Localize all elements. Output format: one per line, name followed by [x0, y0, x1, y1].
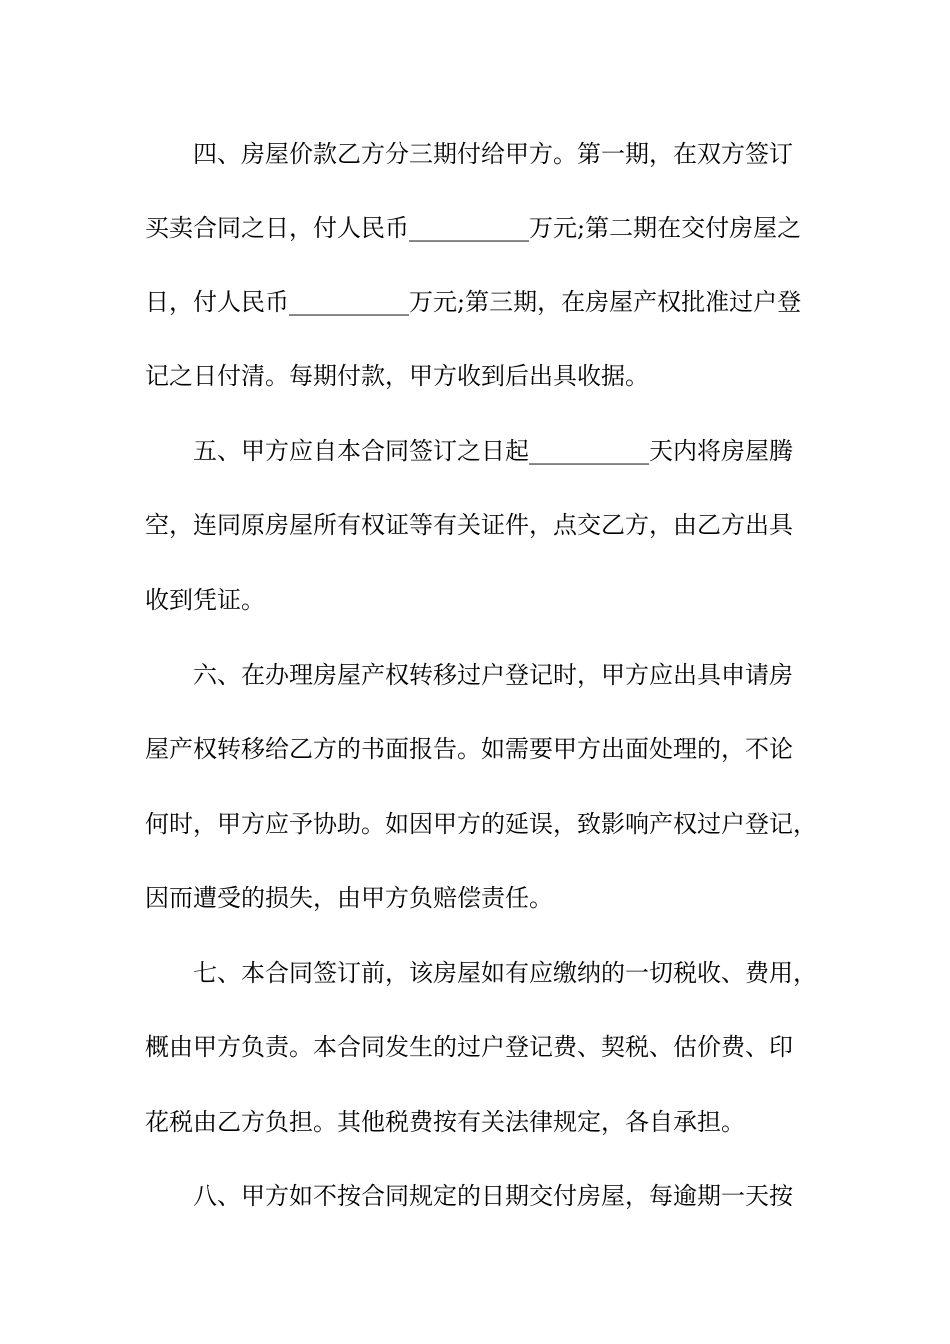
paragraph-6-line-1: 六、在办理房屋产权转移过户登记时，甲方应出具申请房: [193, 661, 793, 689]
paragraph-7-line-1: 七、本合同签订前，该房屋如有应缴纳的一切税收、费用，: [193, 959, 817, 987]
paragraph-6-line-3: 何时，甲方应予协助。如因甲方的延误，致影响产权过户登记，: [145, 810, 817, 838]
paragraph-7-line-3: 花税由乙方负担。其他税费按有关法律规定，各自承担。: [145, 1108, 745, 1136]
paragraph-5-line-1: 五、甲方应自本合同签订之日起__________天内将房屋腾: [193, 437, 793, 465]
paragraph-4-line-3: 日，付人民币__________万元;第三期，在房屋产权批准过户登: [145, 288, 802, 316]
paragraph-6-line-4: 因而遭受的损失，由甲方负赔偿责任。: [145, 884, 553, 912]
paragraph-4-line-2: 买卖合同之日，付人民币__________万元;第二期在交付房屋之: [145, 214, 802, 242]
paragraph-5-line-2: 空，连同原房屋所有权证等有关证件，点交乙方，由乙方出具: [145, 511, 793, 539]
paragraph-5-line-3: 收到凭证。: [145, 586, 265, 614]
paragraph-7-line-2: 概由甲方负责。本合同发生的过户登记费、契税、估价费、印: [145, 1033, 793, 1061]
paragraph-4-line-1: 四、房屋价款乙方分三期付给甲方。第一期，在双方签订: [193, 140, 793, 168]
paragraph-4-line-4: 记之日付清。每期付款，甲方收到后出具收据。: [145, 362, 649, 390]
paragraph-6-line-2: 屋产权转移给乙方的书面报告。如需要甲方出面处理的，不论: [145, 735, 793, 763]
paragraph-8-line-1: 八、甲方如不按合同规定的日期交付房屋，每逾期一天按: [193, 1182, 793, 1210]
